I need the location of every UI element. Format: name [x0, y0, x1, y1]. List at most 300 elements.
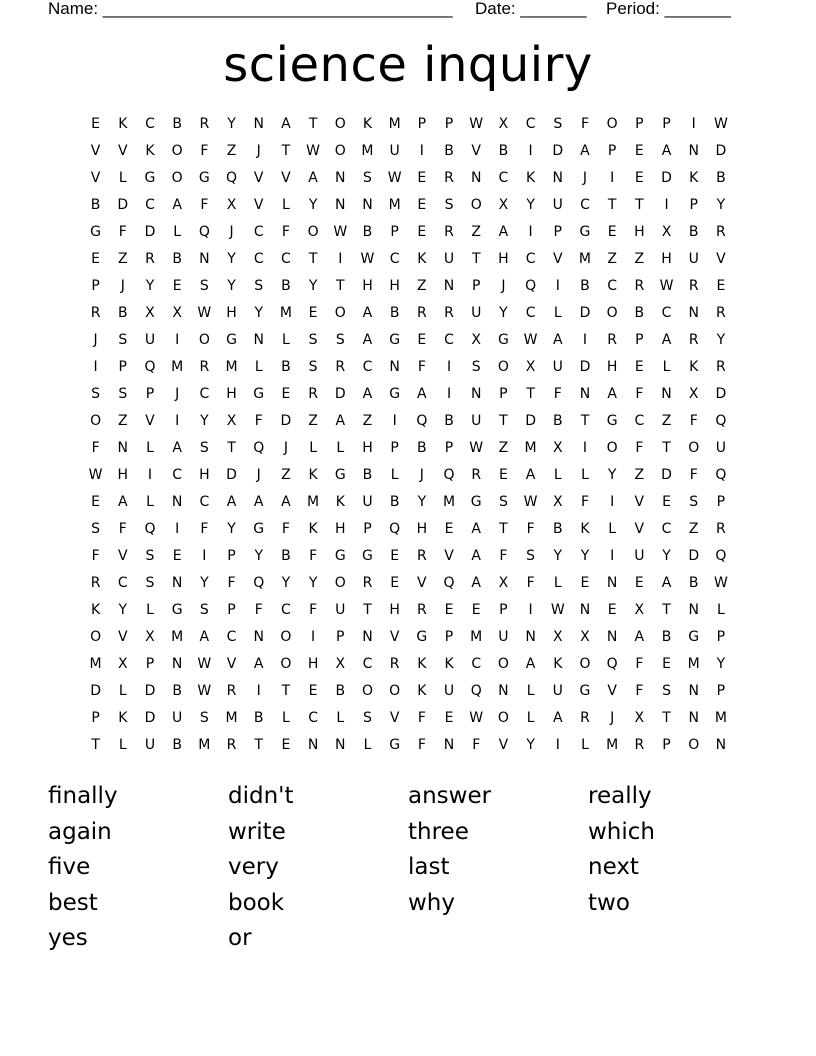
grid-letter: F [254, 602, 263, 618]
grid-letter: E [91, 494, 101, 510]
grid-letter: F [689, 413, 698, 429]
grid-letter: T [526, 386, 535, 402]
grid-letter: F [580, 494, 589, 510]
grid-letter: N [688, 710, 699, 726]
grid-letter: J [175, 386, 180, 402]
grid-letter: A [661, 143, 672, 159]
grid-letter: U [443, 683, 455, 699]
grid-letter: Q [715, 467, 727, 483]
grid-letter: B [444, 413, 454, 429]
grid-letter: A [199, 629, 210, 645]
grid-letter: N [253, 116, 264, 132]
grid-letter: Q [470, 683, 482, 699]
grid-letter: M [606, 737, 619, 753]
grid-letter: L [526, 683, 535, 699]
grid-letter: M [225, 359, 238, 375]
page-title: science inquiry [223, 37, 593, 93]
grid-letter: M [687, 656, 700, 672]
grid-letter: L [118, 683, 127, 699]
grid-letter: L [173, 224, 182, 240]
grid-letter: P [417, 116, 427, 132]
grid-letter: E [662, 656, 671, 672]
grid-letter: H [498, 251, 509, 267]
grid-letter: R [634, 278, 645, 294]
grid-letter: Q [198, 224, 210, 240]
grid-letter: B [716, 170, 726, 186]
grid-letter: F [254, 413, 263, 429]
grid-letter: H [634, 224, 645, 240]
grid-letter: T [580, 413, 590, 429]
grid-letter: I [610, 170, 615, 186]
grid-letter: S [118, 386, 128, 402]
grid-letter: Y [716, 332, 726, 348]
grid-row [82, 516, 742, 543]
grid-letter: V [417, 575, 427, 591]
grid-letter: S [553, 116, 563, 132]
grid-letter: O [171, 143, 183, 159]
grid-letter: M [578, 251, 592, 267]
word-bank-item: three [408, 818, 469, 845]
grid-letter: C [362, 359, 373, 375]
grid-letter: C [226, 629, 237, 645]
letter-grid [82, 111, 742, 759]
grid-row [82, 354, 742, 381]
grid-letter: D [688, 548, 700, 564]
grid-letter: V [145, 413, 155, 429]
grid-letter: D [552, 143, 564, 159]
grid-letter: A [498, 224, 509, 240]
grid-letter: X [552, 629, 563, 645]
grid-letter: B [281, 278, 291, 294]
grid-letter: E [308, 683, 318, 699]
grid-letter: V [253, 197, 264, 213]
grid-letter: Q [144, 521, 156, 537]
grid-letter: V [498, 737, 509, 753]
grid-letter: N [579, 386, 591, 402]
grid-letter: A [281, 494, 291, 510]
grid-letter: A [471, 548, 481, 564]
grid-letter: L [363, 737, 372, 753]
grid-letter: A [362, 305, 373, 321]
grid-letter: M [279, 305, 292, 321]
grid-letter: O [334, 143, 346, 159]
grid-letter: U [335, 602, 346, 618]
grid-letter: T [471, 251, 481, 267]
grid-letter: Q [606, 656, 618, 672]
grid-letter: N [362, 629, 373, 645]
word-bank-item: next [588, 854, 639, 881]
grid-letter: F [227, 575, 236, 591]
grid-letter: G [688, 629, 700, 645]
grid-letter: Z [362, 413, 373, 429]
grid-letter: A [362, 332, 373, 348]
grid-letter: B [389, 305, 400, 321]
grid-letter: U [688, 251, 699, 267]
grid-row [82, 381, 742, 408]
grid-letter: I [175, 332, 180, 348]
grid-letter: E [498, 467, 508, 483]
grid-letter: C [199, 494, 210, 510]
grid-letter: C [498, 170, 509, 186]
grid-letter: E [662, 494, 671, 510]
grid-letter: C [253, 251, 264, 267]
grid-letter: R [688, 278, 699, 294]
grid-letter: R [580, 710, 590, 726]
grid-letter: X [226, 413, 237, 429]
grid-letter: U [715, 440, 727, 456]
grid-letter: P [227, 602, 236, 618]
grid-letter: O [307, 224, 319, 240]
grid-letter: Y [607, 467, 617, 483]
grid-letter: H [416, 521, 428, 537]
grid-letter: X [634, 710, 645, 726]
grid-letter: R [308, 386, 318, 402]
grid-letter: R [90, 305, 101, 321]
grid-letter: G [389, 332, 401, 348]
grid-letter: T [227, 440, 236, 456]
grid-letter: R [416, 548, 427, 564]
grid-letter: E [281, 386, 291, 402]
grid-row [82, 192, 742, 219]
grid-letter: S [308, 359, 318, 375]
grid-letter: D [117, 197, 129, 213]
grid-letter: N [253, 332, 264, 348]
grid-letter: M [524, 440, 537, 456]
grid-letter: L [146, 602, 154, 618]
grid-letter: M [388, 197, 401, 213]
grid-letter: K [118, 116, 128, 132]
grid-letter: E [172, 548, 182, 564]
grid-letter: U [552, 197, 563, 213]
grid-letter: E [607, 602, 617, 618]
grid-letter: F [526, 521, 535, 537]
grid-letter: F [200, 521, 209, 537]
grid-letter: S [199, 278, 209, 294]
grid-letter: F [553, 386, 562, 402]
grid-letter: I [610, 494, 615, 510]
grid-letter: C [117, 575, 128, 591]
grid-letter: N [688, 143, 699, 159]
grid-letter: N [171, 575, 183, 591]
grid-letter: A [335, 413, 346, 429]
grid-letter: I [528, 602, 533, 618]
grid-letter: E [607, 224, 617, 240]
grid-letter: T [336, 278, 345, 294]
grid-letter: C [199, 386, 210, 402]
grid-letter: X [117, 656, 128, 672]
grid-letter: Z [471, 224, 482, 240]
grid-letter: H [661, 251, 672, 267]
grid-letter: J [419, 467, 424, 483]
grid-letter: E [634, 575, 644, 591]
grid-row [82, 570, 742, 597]
grid-letter: A [253, 494, 264, 510]
grid-letter: B [172, 683, 182, 699]
grid-letter: F [309, 548, 318, 564]
grid-letter: Y [308, 197, 318, 213]
grid-letter: B [688, 224, 699, 240]
grid-letter: J [120, 278, 125, 294]
grid-letter: B [444, 143, 454, 159]
grid-letter: Y [716, 197, 726, 213]
grid-letter: G [497, 332, 509, 348]
grid-letter: X [226, 197, 237, 213]
grid-letter: R [145, 251, 155, 267]
grid-letter: E [417, 224, 427, 240]
grid-letter: O [334, 116, 346, 132]
grid-letter: D [226, 467, 237, 483]
grid-letter: E [390, 575, 400, 591]
grid-letter: R [716, 224, 726, 240]
grid-letter: L [553, 467, 562, 483]
grid-letter: O [606, 440, 618, 456]
grid-letter: R [471, 467, 482, 483]
grid-letter: A [634, 629, 645, 645]
grid-letter: Q [144, 359, 156, 375]
grid-letter: H [117, 467, 129, 483]
name-field-label: Name: _____________________________________ [48, 0, 453, 18]
grid-letter: P [444, 116, 454, 132]
grid-letter: R [199, 359, 210, 375]
grid-letter: S [689, 494, 699, 510]
grid-letter: B [172, 116, 182, 132]
grid-letter: T [662, 440, 671, 456]
grid-letter: P [390, 440, 399, 456]
grid-letter: I [582, 440, 588, 456]
grid-letter: X [552, 494, 563, 510]
grid-letter: C [607, 278, 618, 294]
grid-letter: W [523, 494, 538, 510]
grid-letter: M [388, 116, 401, 132]
grid-letter: B [362, 224, 373, 240]
grid-letter: N [688, 683, 699, 699]
grid-letter: F [281, 224, 290, 240]
grid-letter: L [254, 359, 263, 375]
grid-letter: G [362, 548, 373, 564]
grid-letter: N [307, 737, 319, 753]
grid-letter: W [469, 116, 484, 132]
period-field-label: Period: _______ [606, 0, 731, 18]
grid-letter: T [281, 143, 291, 159]
grid-letter: P [716, 494, 726, 510]
grid-letter: O [497, 710, 509, 726]
grid-letter: V [117, 548, 128, 564]
grid-letter: U [552, 359, 563, 375]
grid-row [82, 624, 742, 651]
grid-letter: J [256, 467, 261, 483]
grid-letter: Y [227, 116, 236, 132]
grid-letter: M [442, 494, 456, 510]
grid-letter: Z [226, 143, 237, 159]
grid-letter: A [117, 494, 128, 510]
grid-letter: N [199, 251, 210, 267]
grid-letter: P [607, 143, 617, 159]
word-bank-item: book [228, 889, 285, 916]
grid-letter: S [363, 710, 372, 726]
grid-letter: I [528, 224, 533, 240]
grid-row [82, 435, 742, 462]
grid-letter: O [606, 305, 618, 321]
grid-letter: V [634, 521, 645, 537]
grid-letter: U [144, 737, 156, 753]
grid-letter: H [199, 467, 210, 483]
grid-letter: I [446, 359, 452, 375]
grid-letter: G [470, 494, 482, 510]
grid-letter: H [226, 386, 237, 402]
grid-letter: K [553, 656, 563, 672]
grid-letter: O [606, 116, 618, 132]
grid-letter: G [171, 602, 183, 618]
grid-letter: X [471, 332, 482, 348]
grid-letter: G [144, 170, 156, 186]
grid-letter: D [144, 683, 156, 699]
worksheet-header [48, 0, 748, 22]
grid-letter: A [253, 656, 264, 672]
grid-letter: O [90, 413, 102, 429]
grid-letter: V [471, 143, 481, 159]
grid-letter: N [443, 737, 455, 753]
grid-letter: H [362, 278, 373, 294]
grid-letter: R [416, 602, 427, 618]
grid-letter: G [253, 386, 265, 402]
grid-letter: Y [308, 575, 318, 591]
grid-letter: E [634, 170, 644, 186]
grid-letter: T [635, 197, 644, 213]
grid-letter: M [470, 629, 483, 645]
grid-letter: I [147, 467, 153, 483]
grid-letter: N [606, 575, 618, 591]
grid-letter: U [471, 413, 482, 429]
grid-letter: J [582, 170, 588, 186]
grid-letter: Y [200, 575, 209, 591]
grid-letter: R [688, 332, 699, 348]
grid-letter: N [470, 386, 482, 402]
grid-letter: W [659, 278, 674, 294]
grid-letter: F [118, 224, 127, 240]
grid-letter: Y [662, 548, 671, 564]
grid-letter: X [580, 629, 590, 645]
grid-letter: S [444, 197, 454, 213]
grid-letter: R [716, 305, 726, 321]
grid-letter: U [471, 305, 482, 321]
grid-letter: N [443, 278, 455, 294]
grid-letter: R [416, 305, 427, 321]
grid-letter: H [606, 359, 618, 375]
grid-letter: S [199, 440, 209, 456]
grid-letter: D [525, 413, 536, 429]
grid-letter: C [145, 197, 155, 213]
grid-letter: D [579, 359, 591, 375]
grid-letter: N [715, 737, 727, 753]
grid-letter: R [444, 224, 454, 240]
grid-letter: Y [254, 548, 263, 564]
grid-letter: N [335, 737, 346, 753]
word-bank-item: five [48, 854, 91, 881]
grid-letter: F [689, 467, 698, 483]
grid-letter: K [308, 521, 318, 537]
grid-row [82, 327, 742, 354]
grid-letter: E [308, 305, 318, 321]
grid-letter: M [198, 737, 211, 753]
grid-letter: E [444, 521, 454, 537]
grid-letter: A [308, 170, 318, 186]
grid-letter: I [446, 386, 452, 402]
grid-letter: S [91, 521, 101, 537]
grid-row [82, 678, 742, 705]
grid-letter: L [282, 332, 290, 348]
grid-letter: D [661, 170, 672, 186]
grid-letter: G [253, 521, 265, 537]
grid-letter: H [389, 278, 400, 294]
grid-letter: L [282, 197, 290, 213]
grid-letter: B [552, 521, 563, 537]
grid-letter: I [528, 143, 533, 159]
grid-letter: N [470, 170, 482, 186]
grid-letter: P [145, 386, 155, 402]
grid-letter: I [338, 251, 343, 267]
grid-letter: C [281, 602, 291, 618]
grid-letter: I [392, 413, 397, 429]
grid-letter: W [713, 116, 728, 132]
grid-letter: Q [443, 467, 455, 483]
grid-letter: C [525, 251, 536, 267]
grid-letter: C [362, 656, 373, 672]
grid-letter: P [390, 224, 399, 240]
grid-letter: T [308, 116, 318, 132]
grid-letter: I [256, 683, 261, 699]
grid-letter: S [335, 332, 345, 348]
grid-letter: M [171, 629, 184, 645]
grid-letter: L [146, 494, 154, 510]
grid-letter: Q [253, 575, 265, 591]
grid-letter: E [634, 143, 644, 159]
grid-letter: B [281, 548, 291, 564]
grid-letter: B [172, 737, 182, 753]
grid-letter: I [691, 116, 696, 132]
grid-letter: A [172, 440, 182, 456]
grid-letter: E [281, 737, 291, 753]
grid-letter: N [389, 359, 400, 375]
grid-letter: O [90, 629, 102, 645]
grid-letter: V [389, 629, 400, 645]
grid-letter: F [472, 737, 481, 753]
grid-letter: V [552, 251, 563, 267]
grid-letter: R [716, 521, 726, 537]
grid-letter: J [229, 224, 234, 240]
grid-letter: S [308, 332, 318, 348]
grid-letter: W [713, 575, 728, 591]
grid-letter: Z [688, 521, 699, 537]
grid-letter: Z [634, 467, 645, 483]
grid-letter: Y [553, 548, 563, 564]
grid-letter: X [498, 575, 509, 591]
grid-letter: N [117, 440, 129, 456]
grid-letter: I [555, 737, 560, 753]
grid-letter: V [716, 251, 726, 267]
grid-letter: S [145, 548, 155, 564]
word-bank-item: why [408, 889, 455, 916]
grid-letter: J [93, 332, 98, 348]
grid-letter: G [226, 332, 237, 348]
grid-letter: L [336, 710, 345, 726]
grid-letter: B [281, 359, 291, 375]
grid-letter: A [281, 116, 291, 132]
grid-letter: B [688, 575, 699, 591]
grid-letter: Y [526, 197, 535, 213]
word-bank-item: finally [48, 783, 118, 809]
grid-letter: F [417, 359, 426, 375]
grid-letter: T [662, 710, 671, 726]
